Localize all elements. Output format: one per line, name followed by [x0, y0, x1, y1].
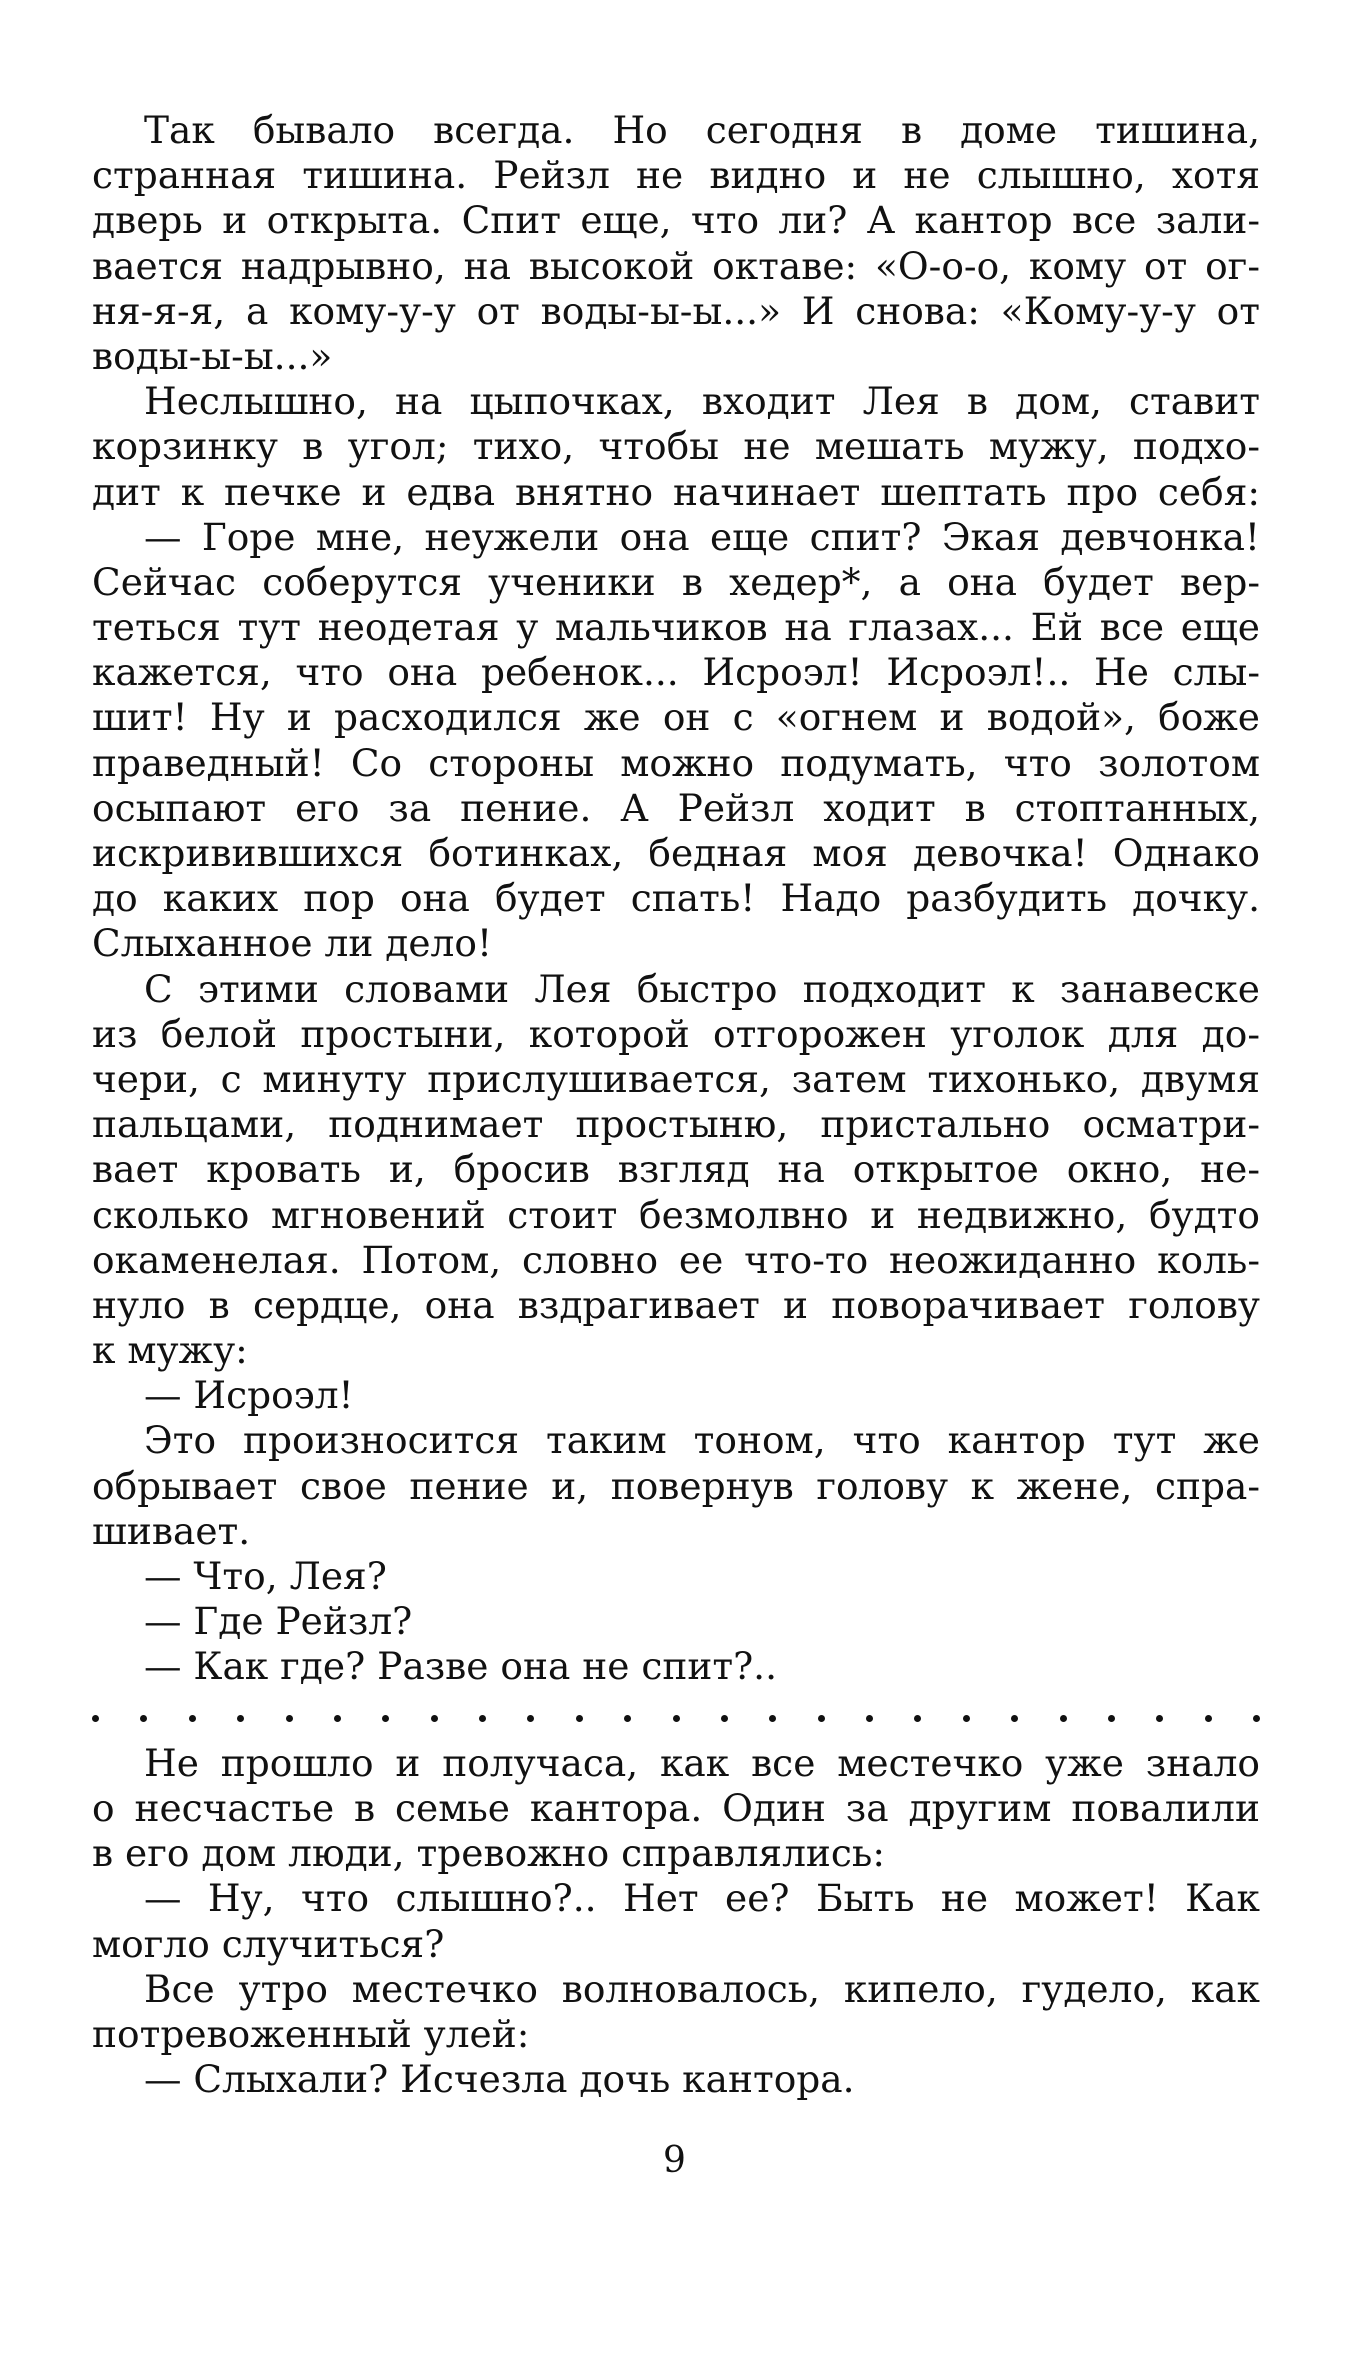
- text-line: могло случиться?: [92, 1921, 445, 1966]
- separator-dot: [914, 1715, 921, 1722]
- page-body: [92, 108, 1260, 2102]
- text-line: шит! Ну и расходился же он с «огнем и водой», боже: [92, 695, 1260, 740]
- separator-dot: [479, 1715, 486, 1722]
- text-line: праведный! Со стороны можно подумать, что золотом: [92, 740, 1260, 785]
- text-line: сколько мгновений стоит безмолвно и недвижно, будто: [92, 1192, 1260, 1237]
- separator-dot: [334, 1715, 341, 1722]
- text-line: странная тишина. Рейзл не видно и не слышно, хотя: [92, 153, 1260, 198]
- text-line: воды-ы-ы...»: [92, 333, 333, 378]
- text-line: вается надрывно, на высокой октаве: «О-о-о, кому от ог-: [92, 243, 1260, 288]
- paragraph: [92, 967, 1260, 1374]
- text-line: к мужу:: [92, 1328, 248, 1373]
- paragraph: [92, 1599, 1260, 1644]
- page-number: 9: [663, 2140, 686, 2181]
- separator-dot: [1011, 1715, 1018, 1722]
- separator-dot: [431, 1715, 438, 1722]
- separator-dot: [1108, 1715, 1115, 1722]
- text-line: Не прошло и получаса, как все местечко уже знало: [144, 1740, 1260, 1785]
- separator-dot: [624, 1715, 631, 1722]
- text-line: корзинку в угол; тихо, чтобы не мешать мужу, подхо-: [92, 424, 1260, 469]
- separator-dot: [189, 1715, 196, 1722]
- section-separator: [92, 1690, 1260, 1741]
- paragraph: [92, 108, 1260, 379]
- text-line: потревоженный улей:: [92, 2011, 530, 2056]
- separator-dot: [527, 1715, 534, 1722]
- text-line: обрывает свое пение и, повернув голову к жене, спра-: [92, 1463, 1260, 1508]
- separator-dot: [1253, 1715, 1260, 1722]
- text-line: нуло в сердце, она вздрагивает и поворачивает голову: [92, 1282, 1260, 1327]
- text-line: до каких пор она будет спать! Надо разбудить дочку.: [92, 876, 1260, 921]
- text-line: Слыханное ли дело!: [92, 921, 493, 966]
- separator-dot: [382, 1715, 389, 1722]
- separator-dot: [866, 1715, 873, 1722]
- separator-dot: [1156, 1715, 1163, 1722]
- text-line: — Где Рейзл?: [144, 1599, 413, 1644]
- paragraph: [92, 379, 1260, 515]
- text-line: кажется, что она ребенок... Исроэл! Исроэл!.. Не слы-: [92, 650, 1260, 695]
- text-line: пальцами, поднимает простыню, пристально осматри-: [92, 1102, 1260, 1147]
- text-line: искривившихся ботинках, бедная моя девочка! Однако: [92, 831, 1260, 875]
- text-line: осыпают его за пение. А Рейзл ходит в стоптанных,: [92, 785, 1260, 830]
- text-line: — Ну, что слышно?.. Нет ее? Быть не может! Как: [144, 1876, 1260, 1921]
- paragraph: [92, 515, 1260, 967]
- text-line: в его дом люди, тревожно справлялись:: [92, 1831, 885, 1876]
- text-line: чери, с минуту прислушивается, затем тихонько, двумя: [92, 1056, 1260, 1101]
- paragraph: [92, 1741, 1260, 1877]
- text-line: вает кровать и, бросив взгляд на открытое окно, не-: [92, 1147, 1260, 1192]
- text-line: — Слыхали? Исчезла дочь кантора.: [144, 2057, 855, 2102]
- separator-dot: [576, 1715, 583, 1722]
- text-line: — Горе мне, неужели она еще спит? Экая девчонка!: [144, 514, 1260, 559]
- text-line: дверь и открыта. Спит еще, что ли? А кантор все зали-: [92, 198, 1260, 243]
- text-line: дит к печке и едва внятно начинает шептать про себя:: [92, 469, 1260, 514]
- text-line: из белой простыни, которой отгорожен уголок для до-: [92, 1011, 1260, 1056]
- text-line: Так бывало всегда. Но сегодня в доме тишина,: [144, 108, 1260, 152]
- separator-dot: [673, 1715, 680, 1722]
- text-line: — Что, Лея?: [144, 1554, 387, 1598]
- text-line: Неслышно, на цыпочках, входит Лея в дом, ставит: [144, 379, 1260, 424]
- separator-dot: [1205, 1715, 1212, 1722]
- separator-dot: [818, 1715, 825, 1722]
- text-line: С этими словами Лея быстро подходит к занавеске: [144, 966, 1260, 1011]
- separator-dot: [769, 1715, 776, 1722]
- separator-dot: [140, 1715, 147, 1722]
- text-line: шивает.: [92, 1508, 251, 1553]
- paragraph: [92, 1373, 1260, 1418]
- paragraph: [92, 1554, 1260, 1599]
- separator-dot: [1060, 1715, 1067, 1722]
- separator-dot: [721, 1715, 728, 1722]
- text-line: теться тут неодетая у мальчиков на глазах... Ей все еще: [92, 605, 1260, 650]
- separator-dot: [286, 1715, 293, 1722]
- text-line: — Как где? Разве она не спит?..: [144, 1644, 778, 1689]
- paragraph: [92, 1644, 1260, 1689]
- text-line: о несчастье в семье кантора. Один за другим повалили: [92, 1785, 1260, 1830]
- text-line: — Исроэл!: [144, 1373, 354, 1418]
- text-line: окаменелая. Потом, словно ее что-то неожиданно коль-: [92, 1237, 1260, 1282]
- paragraph: [92, 1967, 1260, 2057]
- separator-dot: [237, 1715, 244, 1722]
- separator-dot: [92, 1715, 99, 1722]
- text-line: ня-я-я, а кому-у-у от воды-ы-ы...» И снова: «Кому-у-у от: [92, 288, 1260, 333]
- paragraph: [92, 2057, 1260, 2102]
- paragraph: [92, 1418, 1260, 1554]
- separator-dot: [963, 1715, 970, 1722]
- text-line: Это произносится таким тоном, что кантор тут же: [144, 1418, 1260, 1463]
- text-line: Сейчас соберутся ученики в хедер*, а она будет вер-: [92, 559, 1260, 604]
- text-line: Все утро местечко волновалось, кипело, гудело, как: [144, 1966, 1260, 2011]
- paragraph: [92, 1876, 1260, 1966]
